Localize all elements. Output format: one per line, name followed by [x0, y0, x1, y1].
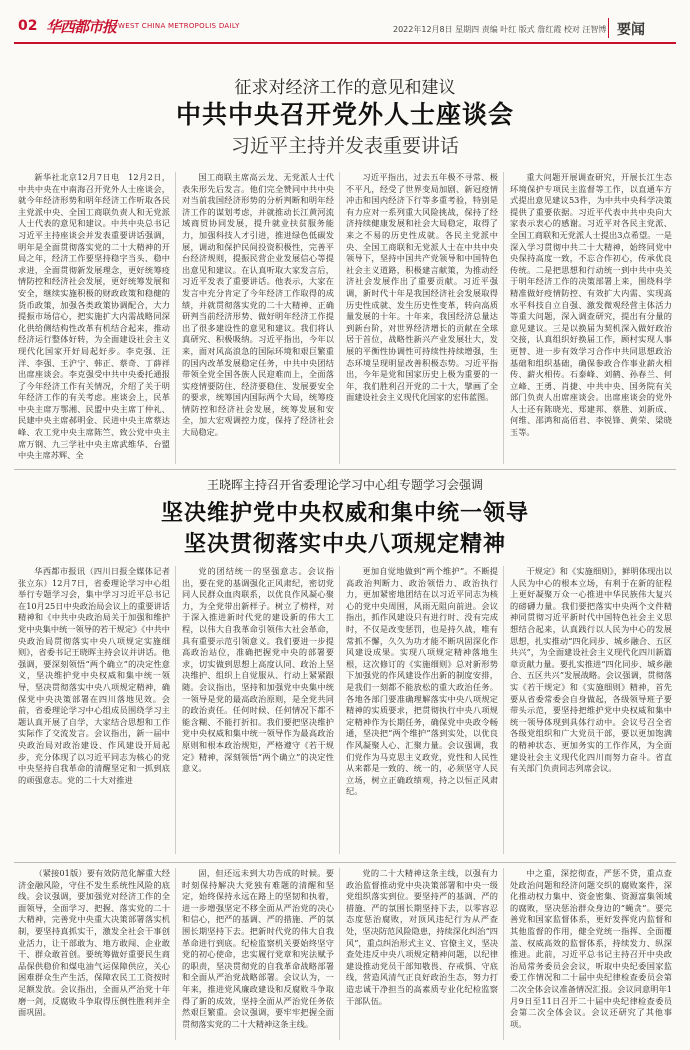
article3-column-3: 党的二十大精神这条主线，以强有力政治监督推动党中央决策部署和中央一级党组织落实到位。要坚持严的基调、严的措施、严的氛围长期坚持下去，以零容忍态度惩治腐败，对顶风违纪行为从严查处，坚决防范风险隐患，持续深化纠治“四风”，重点纠治形式主义、官僚主义，坚决查处违反中央八项规定精神问题，以纪律建设推动党员干部知敬畏、存戒惧、守底线，营造风清气正良好政治生态，努力打造忠诚干净担当的高素质专业化纪检监察干部队伍。: [346, 868, 498, 1006]
article-separator: [14, 469, 676, 470]
article2-kicker: 王晓晖主持召开省委理论学习中心组专题学习会强调: [206, 478, 483, 492]
column-rule: [175, 868, 176, 1040]
column-rule: [339, 566, 340, 854]
column-rule: [339, 172, 340, 464]
article3-column-4: 中之重，深挖彻查，严惩不贷，重点查处政治问题和经济问题交织的腐败案件，深化推动权力集中、资金密集、资源富集领域的腐败，坚决惩治群众身边的“蝇贪”。要完善党和国家监督体系，更好发挥党内监督和其他监督的作用，健全党统一指挥、全面覆盖、权威高效的监督体系，持续发力、纵深推进。此前，习近平总书记主持召开中央政治局常务委员会会议，听取中央纪委国家监委工作情况和二十届中央纪律检查委员会第二次全体会议准备情况汇报。会议同意明年1月9日至11日召开二十届中央纪律检查委员会第二次全体会议。会议还研究了其他事项。: [510, 868, 672, 1029]
masthead: [0, 0, 690, 44]
article2-headline-line1: 坚决维护党中央权威和集中统一领导: [160, 501, 529, 526]
article2-headline-line2: 坚决贯彻落实中央八项规定精神: [183, 532, 506, 557]
issue-meta: 2022年12月8日 星期四 责编 叶红 版式 詹红霞 校对 汪智博: [393, 25, 607, 34]
section-title: 要闻: [617, 22, 645, 38]
article-separator: [14, 862, 676, 863]
article2-column-2: 党的团结统一的坚强意志。会议指出，要在党的基调强化正风肃纪，密切党同人民群众血肉联系，以优良作风凝心聚力，为全党带出新样子。树立了榜样，对于深入推进新时代党的建设新的伟大工程，以伟大自我革命引领伟大社会革命，具有重要示范引领意义。我们要进一步提高政治站位，准确把握党中央的部署要求，切实做到思想上高度认同、政治上坚决维护、组织上自觉服从、行动上紧紧跟随。会议指出，坚持和加强党中央集中统一领导是党的最高政治原则，是全党共同的政治责任。任何时候、任何情况下都不能含糊、不能打折扣。我们要把坚决维护党中央权威和集中统一领导作为最高政治原则和根本政治规矩，严格遵守《若干规定》精神，深刻领悟“两个确立”的决定性意义。: [182, 566, 334, 774]
column-rule: [175, 172, 176, 464]
article1-column-3: 习近平指出，过去五年极不寻常、极不平凡，经受了世界变局加剧、新冠疫情冲击和国内经济下行等多重考验，特别是有力应对一系列重大风险挑战，保持了经济持续健康发展和社会大局稳定，取得了来之不易的历史性成就。各民主党派中央、全国工商联和无党派人士在中共中央领导下，坚持中国共产党领导和中国特色社会主义道路，积极建言献策，为推动经济社会发展作出了重要贡献。习近平强调，新时代十年是我国经济社会发展取得历史性成就、发生历史性变革，转向高质量发展的十年。十年来，我国经济总量达到新台阶，对世界经济增长的贡献在全球居于首位，战略性新兴产业发展壮大，发展的平衡性协调性可持续性持续增强，生态环境呈现明显改善积极态势。习近平指出，今年是党和国家历史上极为重要的一年，我们胜利召开党的二十大，擘画了全面建设社会主义现代化国家的宏伟蓝图。: [346, 172, 498, 403]
article1-column-4: 重大问题开展调查研究，开展长江生态环境保护专项民主监督等工作，以直通车方式提出意见建议53件，为中共中央科学决策提供了重要依据。习近平代表中共中央向大家表示衷心的感谢。习近平对各民主党派、全国工商联和无党派人士提出3点希望。一是深入学习贯彻中共二十大精神，始终同党中央保持高度一致，不忘合作初心，传承优良传统。二是把思想和行动统一到中共中央关于明年经济工作的决策部署上来，围绕科学精准做好疫情防控、有效扩大内需、实现高水平科技自立自强、激发微观经营主体活力等重大问题，深入调查研究，提出有分量的意见建议。三是以换届为契机深入做好政治交接，认真组织好换届工作，顾村实现人事更替、进一步有效学习合作中共同思想政治基础和组织基础，确保参政合作事业薪火相传、薪火相传。石泰峰、刘鹤、孙春兰、何立峰、王勇、肖捷、中共中央、国务院有关部门负责人出席座谈会。出席座谈会的党外人士还有陈晓光、郑建邦、蔡胜、刘新成、何维、邵鸿和高佰君、李锐锋、黄荣、梁晓玉等。: [510, 172, 672, 438]
page-number: 02: [18, 18, 38, 34]
column-rule: [503, 868, 504, 1040]
article1-kicker: 征求对经济工作的意见和建议: [234, 78, 456, 98]
article3-column-2: 固，但还远未到大功告成的时候。要时刻保持解决大党独有难题的清醒和坚定，始终保持永远在路上的坚韧和执着，进一步增强坚定不移全面从严治党的决心和信心，把严的基调、严的措施、严的氛围长期坚持下去。把新时代党的伟大自我革命进行到底。纪检监察机关要始终坚守党的初心使命，忠实履行党章和宪法赋予的职责，坚决贯彻党的自我革命战略部署和全面从严治党战略部署。会议认为，一年来，推进党风廉政建设和反腐败斗争取得了新的成效，坚持全面从严治党任务依然艰巨繁重。会议强调，要牢牢把握全面贯彻落实党的二十大精神这条主线。: [182, 868, 334, 1029]
header-rule: [14, 42, 676, 44]
column-rule: [503, 566, 504, 854]
header-divider: [608, 18, 609, 38]
newspaper-logo: 华西都市报: [46, 18, 117, 36]
article2-column-3: 更加自觉地做到“两个维护”。不断提高政治判断力、政治领悟力、政治执行力，更加紧密地团结在以习近平同志为核心的党中央周围，风雨无阻向前进。会议指出，抓作风建设只有进行时、没有完成时，不仅是改变惩罚，也是持久战，唯有常抓不懈，久久为功才能不断巩固深化作风建设成果。实现八项规定精神落地生根，这次修订的《实施细则》总对新形势下加强党的作风建设作出新的制度安排，是我们一刻都不能放松的重大政治任务。各地各部门要准确理解落实中央八项规定精神的实质要求，把贯彻执行中央八项规定精神作为长期任务，确保党中央政令畅通，坚决把“两个维护”落到实处，以优良作风凝聚人心、汇聚力量。会议强调，我们党作为马克思主义政党，党性和人民性从来都是一致的、统一的，必须坚守人民立场，树立正确政绩观，持之以恒正风肃纪。: [346, 566, 498, 797]
article1-headline: 中共中央召开党外人士座谈会: [175, 100, 514, 129]
article2-column-1: 华西都市报讯（四川日报全媒体记者 张立东）12月7日，省委理论学习中心组举行专题学习会，集中学习习近平总书记在10月25日中央政治局会议上的重要讲话精神和《中共中央政治局关于加强和维护党中央集中统一领导的若干规定》《中共中央政治局贯彻落实中央八项规定实施细则》，省委书记王晓晖主持会议并讲话。他强调，要深刻领悟“两个确立”的决定性意义，坚决维护党中央权威和集中统一领导，坚决贯彻落实中央八项规定精神，确保党中央决策部署在四川落地见效。会前，省委理论学习中心组成员围绕学习主题认真开展了自学，大家结合思想和工作实际作了交流发言。会议指出，新一届中央政治局对政治建设、作风建设开局起步，充分体现了以习近平同志为核心的党中央坚持自我革命的清醒坚定和一抓到底的顽强意志。党的二十大对推进: [18, 566, 170, 785]
article1-subhead: 习近平主持并发表重要讲话: [230, 135, 459, 157]
column-rule: [339, 868, 340, 1040]
column-rule: [503, 172, 504, 464]
article3-column-1: （紧接01版）要有效防范化解重大经济金融风险，守住不发生系统性风险的底线。会议强调，要加强党对经济工作的全面领导，全面学习、把握、落实党的二十大精神，完善党中央重大决策部署落实机制，要坚持真抓实干，激发全社会干事创业活力，让干部敢为、地方敢闯、企业敢干、群众敢首创。要统筹做好重要民生商品保供稳价和煤电油气运保障供应，关心困难群众生产生活，保障农民工工资按时足额发放。会议指出，全面从严治党十年磨一剑，反腐败斗争取得压倒性胜利并全面巩固。: [18, 868, 170, 1018]
column-rule: [175, 566, 176, 854]
article2-column-4: 干规定》和《实施细则》，鲜明体现出以人民为中心的根本立场，有利于在新的征程上更好凝聚万众一心推进中华民族伟大复兴的磅礴力量。我们要把落实中央两个文件精神同贯彻习近平新时代中国特色社会主义思想结合起来，认真践行以人民为中心的发展思想，扎实推动“四化同步、城乡融合、五区共兴”，为全面建设社会主义现代化四川新篇章贡献力量。要扎实推进“四化同步、城乡融合、五区共兴”发展战略。会议强调，贯彻落实《若干规定》和《实施细则》精神，首先要从省委常委会自身做起，各级领导班子要带头示范，要坚持把维护党中央权威和集中统一领导体现到具体行动中。会议号召全省各级党组织和广大党员干部，要以更加饱满的精神状态、更加务实的工作作风，为全面建设社会主义现代化四川而努力奋斗。省直有关部门负责同志列席会议。: [510, 566, 672, 774]
newspaper-logo-english: WEST CHINA METROPOLIS DAILY: [118, 22, 240, 30]
article1-column-2: 国工商联主席高云龙、无党派人士代表朱形先后发言。他们完全赞同中共中央对当前我国经济形势的分析判断和明年经济工作的谋划考虑，并就推动长江黄河流域商贸协同发展，提升就业扶贫服务能力，加强科技人才引进，推进绿色低碳发展，调动和保护民间投资积极性，完善平台经济规则，提振民营企业发展信心等提出意见和建议。在认真听取大家发言后，习近平发表了重要讲话。他表示，大家在发言中充分肯定了今年经济工作取得的成绩，并就贯彻落实党的二十大精神、正确研判当前经济形势、做好明年经济工作提出了很多建设性的意见和建议。我们将认真研究、积极吸纳。习近平指出，今年以来，面对风高浪急的国际环境和艰巨繁重的国内改革发展稳定任务，中共中央团结带领全党全国各族人民迎难而上，全面落实疫情要防住、经济要稳住、发展要安全的要求，统筹国内国际两个大局，统筹疫情防控和经济社会发展，统筹发展和安全，加大宏观调控力度，保持了经济社会大局稳定。: [182, 172, 334, 438]
article1-column-1: 新华社北京12月7日电 12月2日，中共中央在中南海召开党外人士座谈会，就今年经济形势和明年经济工作听取各民主党派中央、全国工商联负责人和无党派人士代表的意见和建议。中共中央总书记习近平主持座谈会并发表重要讲话强调，明年是全面贯彻落实党的二十大精神的开局之年，经济工作要坚持稳字当头、稳中求进，全面贯彻新发展理念，更好统筹疫情防控和经济社会发展，更好统筹发展和安全，继续实施积极的财政政策和稳健的货币政策，加强各类政策协调配合，大力提振市场信心，把实施扩大内需战略同深化供给侧结构性改革有机结合起来，推动经济运行整体好转，为全面建设社会主义现代化国家开好局起好步。李克强、汪洋、李强、王沪宁、韩正、蔡奇、丁薛祥出席座谈会。李克强受中共中央委托通报了今年经济工作有关情况，介绍了关于明年经济工作的有关考虑。座谈会上，民革中央主席万鄂湘、民盟中央主席丁仲礼、民建中央主席郝明金、民进中央主席蔡达峰、农工党中央主席陈竺、致公党中央主席万钢、九三学社中央主席武维华、台盟中央主席苏辉、全: [18, 172, 170, 461]
